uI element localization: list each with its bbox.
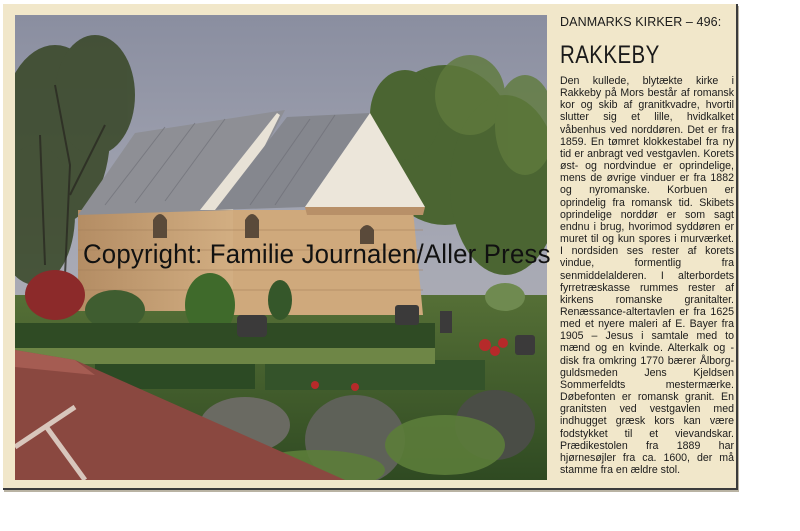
article-body: Den kullede, blytækte kirke i Rakkeby på Mors består af romansk kor og skib af granitkvadre, hvortil slutter sig et lille, hvidkalket våbenhus ved norddøren. Det er fra 1859. En tømret klokkestabel fra ny tid er anbragt ved vestgavlen. Korets øst- og nordvindue er oprindelige, mens de øvrige vinduer er fra 1882 og nyromanske. Korbuen er oprindelig fra romansk tid. Skibets oprindelige norddør er som sagt endnu i brug, hvorimod syddøren er muret til og kun spores i murværket. I nordsiden ses rester af korets vindue, formentlig fra senmiddelalderen. I alterbordets fyrretræskasse rummes rester af kirkens romanske granitalter. Renæssance-altertavlen er fra 1625 med et nyere maleri af E. Bayer fra 1905 – Jesus i samtale med to mænd og en kvinde. Alterkalk og -disk fra omkring 1770 bærer Ålborg-guldsmeden Jens Kjeldsen Sommerfeldts mestermærke. Døbefonten er romansk granit. En granitsten ved vestgavlen med indhugget græsk kors kan være fodstykket til et vievandskar. Prædikestolen fra 1889 har hjørnesøjler fra ca. 1600, der må stamme fra en ældre stol. [560,75,734,476]
article-text-column [558,14,734,488]
copyright-watermark: Copyright: Familie Journalen/Aller Press [83,239,551,269]
newspaper-clipping [3,4,738,490]
series-kicker: DANMARKS KIRKER – 496: [560,15,722,29]
article-headline: RAKKEBY [560,41,660,69]
